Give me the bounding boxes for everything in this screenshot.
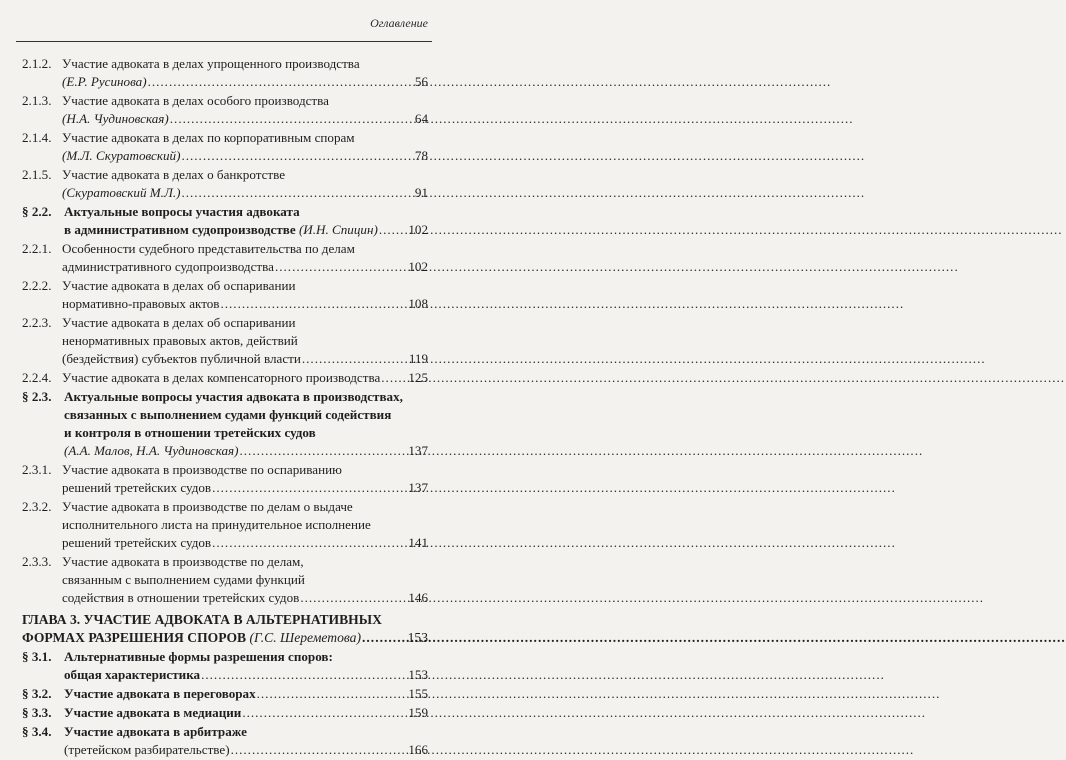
- section-title: Участие адвоката в переговорах: [64, 686, 256, 701]
- section-author: (А.А. Малов, Н.А. Чудиновская): [64, 443, 239, 458]
- section-title-cont: в административном судопроизводстве: [64, 222, 296, 237]
- toc-section-2-3[interactable]: [22, 388, 428, 460]
- leader-dots: [170, 110, 414, 128]
- page-number: 137: [408, 480, 428, 495]
- table-of-contents: [22, 55, 428, 760]
- section-number: § 3.1.: [22, 649, 52, 664]
- entry-title-cont: связанным с выполнением судами функций: [62, 572, 305, 587]
- leader-dots: [302, 350, 408, 368]
- entry-number: 2.2.2.: [22, 278, 52, 293]
- page-number: 159: [408, 705, 428, 720]
- leader-dots: [300, 589, 407, 607]
- entry-number: 2.3.1.: [22, 462, 52, 477]
- page-number: 102: [408, 259, 428, 274]
- entry-author: (Скуратовский М.Л.): [62, 185, 181, 200]
- page-number: 137: [408, 443, 428, 458]
- entry-title-cont: решений третейских судов: [62, 480, 212, 495]
- section-number: § 3.4.: [22, 724, 52, 739]
- leader-dots: [275, 258, 407, 276]
- entry-title: Участие адвоката в делах об оспаривании: [62, 315, 296, 330]
- chapter-title-cont: ФОРМАХ РАЗРЕШЕНИЯ СПОРОВ: [22, 630, 247, 645]
- entry-title-cont: решений третейских судов: [62, 535, 212, 550]
- leader-dots: [212, 479, 407, 497]
- entry-number: 2.1.5.: [22, 167, 52, 182]
- page-number: 102: [408, 222, 428, 237]
- toc-entry-2-2-3[interactable]: [22, 314, 428, 368]
- toc-entry-2-1-5[interactable]: [22, 166, 428, 202]
- entry-title-cont: ненормативных правовых актов, действий: [62, 333, 298, 348]
- page-number: 141: [408, 535, 428, 550]
- leader-dots: [362, 629, 407, 647]
- entry-number: 2.1.3.: [22, 93, 52, 108]
- page-number: 166: [408, 742, 428, 757]
- leader-dots: [148, 73, 414, 91]
- toc-chapter-3[interactable]: [22, 611, 428, 647]
- header-rule: [16, 41, 432, 42]
- leader-dots: [212, 534, 407, 552]
- toc-entry-2-2-2[interactable]: [22, 277, 428, 313]
- toc-section-3-1[interactable]: [22, 648, 428, 684]
- page-number: 153: [407, 630, 428, 645]
- leader-dots: [181, 147, 413, 165]
- page-number: 56: [414, 74, 428, 89]
- section-number: § 3.2.: [22, 686, 52, 701]
- chapter-author: (Г.С. Шереметова): [249, 630, 361, 645]
- section-title: Актуальные вопросы участия адвоката: [64, 204, 300, 219]
- leader-dots: [242, 704, 407, 722]
- toc-entry-2-2-4[interactable]: [22, 369, 428, 387]
- entry-title: Участие адвоката в делах упрощенного производства: [62, 56, 360, 71]
- entry-number: 2.2.1.: [22, 241, 52, 256]
- toc-entry-2-3-3[interactable]: [22, 553, 428, 607]
- section-title-cont: связанных с выполнением судами функций содействия: [64, 407, 392, 422]
- entry-title: Участие адвоката в производстве по делам о выдаче: [62, 499, 353, 514]
- section-number: § 2.3.: [22, 389, 52, 404]
- section-title-cont: (третейском разбирательстве): [64, 742, 230, 757]
- entry-title: Участие адвоката в делах по корпоративным спорам: [62, 130, 355, 145]
- entry-title: Участие адвоката в делах особого производства: [62, 93, 329, 108]
- toc-entry-2-3-2[interactable]: [22, 498, 428, 552]
- section-number: § 3.3.: [22, 705, 52, 720]
- leader-dots: [379, 221, 408, 239]
- leader-dots: [381, 369, 407, 387]
- entry-title: Участие адвоката в производстве по оспариванию: [62, 462, 342, 477]
- page-number: 91: [414, 185, 428, 200]
- page-number: 146: [408, 590, 428, 605]
- entry-author: (Н.А. Чудиновская): [62, 111, 169, 126]
- entry-title-cont: исполнительного листа на принудительное исполнение: [62, 517, 371, 532]
- toc-entry-2-2-1[interactable]: [22, 240, 428, 276]
- section-number: § 2.2.: [22, 204, 52, 219]
- section-title: Актуальные вопросы участия адвоката в производствах,: [64, 389, 403, 404]
- entry-number: 2.3.2.: [22, 499, 52, 514]
- toc-section-2-2[interactable]: [22, 203, 428, 239]
- leader-dots: [201, 666, 407, 684]
- toc-entry-2-1-2[interactable]: [22, 55, 428, 91]
- page-number: 119: [408, 351, 428, 366]
- section-title-cont: общая характеристика: [64, 667, 201, 682]
- leader-dots: [240, 442, 408, 460]
- entry-title: Участие адвоката в делах компенсаторного производства: [62, 370, 381, 385]
- entry-number: 2.2.4.: [22, 370, 52, 385]
- leader-dots: [257, 685, 408, 703]
- entry-author: (М.Л. Скуратовский): [62, 148, 181, 163]
- entry-number: 2.2.3.: [22, 315, 52, 330]
- entry-number: 2.1.2.: [22, 56, 52, 71]
- entry-title: Участие адвоката в делах об оспаривании: [62, 278, 296, 293]
- entry-number: 2.1.4.: [22, 130, 52, 145]
- chapter-title: ГЛАВА 3. УЧАСТИЕ АДВОКАТА В АЛЬТЕРНАТИВНЫХ: [22, 612, 382, 627]
- entry-title-cont: содействия в отношении третейских судов: [62, 590, 300, 605]
- page-number: 108: [408, 296, 428, 311]
- leader-dots: [220, 295, 407, 313]
- section-title: Участие адвоката в арбитраже: [64, 724, 247, 739]
- entry-title-cont: административного судопроизводства: [62, 259, 274, 274]
- entry-number: 2.3.3.: [22, 554, 52, 569]
- page-number: 64: [414, 111, 428, 126]
- entry-title-cont: (бездействия) субъектов публичной власти: [62, 351, 301, 366]
- running-head: Оглавление: [370, 16, 428, 30]
- toc-section-3-4[interactable]: [22, 723, 428, 759]
- section-author: (И.Н. Спицин): [298, 222, 378, 237]
- entry-title-cont: нормативно-правовых актов: [62, 296, 220, 311]
- page-number: 155: [408, 686, 428, 701]
- toc-section-3-3[interactable]: [22, 704, 428, 722]
- toc-section-3-2[interactable]: [22, 685, 428, 703]
- leader-dots: [181, 184, 413, 202]
- toc-entry-2-1-3[interactable]: [22, 92, 428, 128]
- leader-dots: [231, 741, 408, 759]
- toc-entry-2-3-1[interactable]: [22, 461, 428, 497]
- entry-title: Участие адвоката в делах о банкротстве: [62, 167, 286, 182]
- entry-title: Особенности судебного представительства по делам: [62, 241, 355, 256]
- entry-title: Участие адвоката в производстве по делам,: [62, 554, 304, 569]
- section-title-cont: и контроля в отношении третейских судов: [64, 425, 316, 440]
- page-number: 78: [414, 148, 428, 163]
- page-number: 153: [408, 667, 428, 682]
- entry-author: (Е.Р. Русинова): [62, 74, 147, 89]
- section-title: Участие адвоката в медиации: [64, 705, 242, 720]
- page-number: 125: [408, 370, 428, 385]
- section-title: Альтернативные формы разрешения споров:: [64, 649, 333, 664]
- toc-entry-2-1-4[interactable]: [22, 129, 428, 165]
